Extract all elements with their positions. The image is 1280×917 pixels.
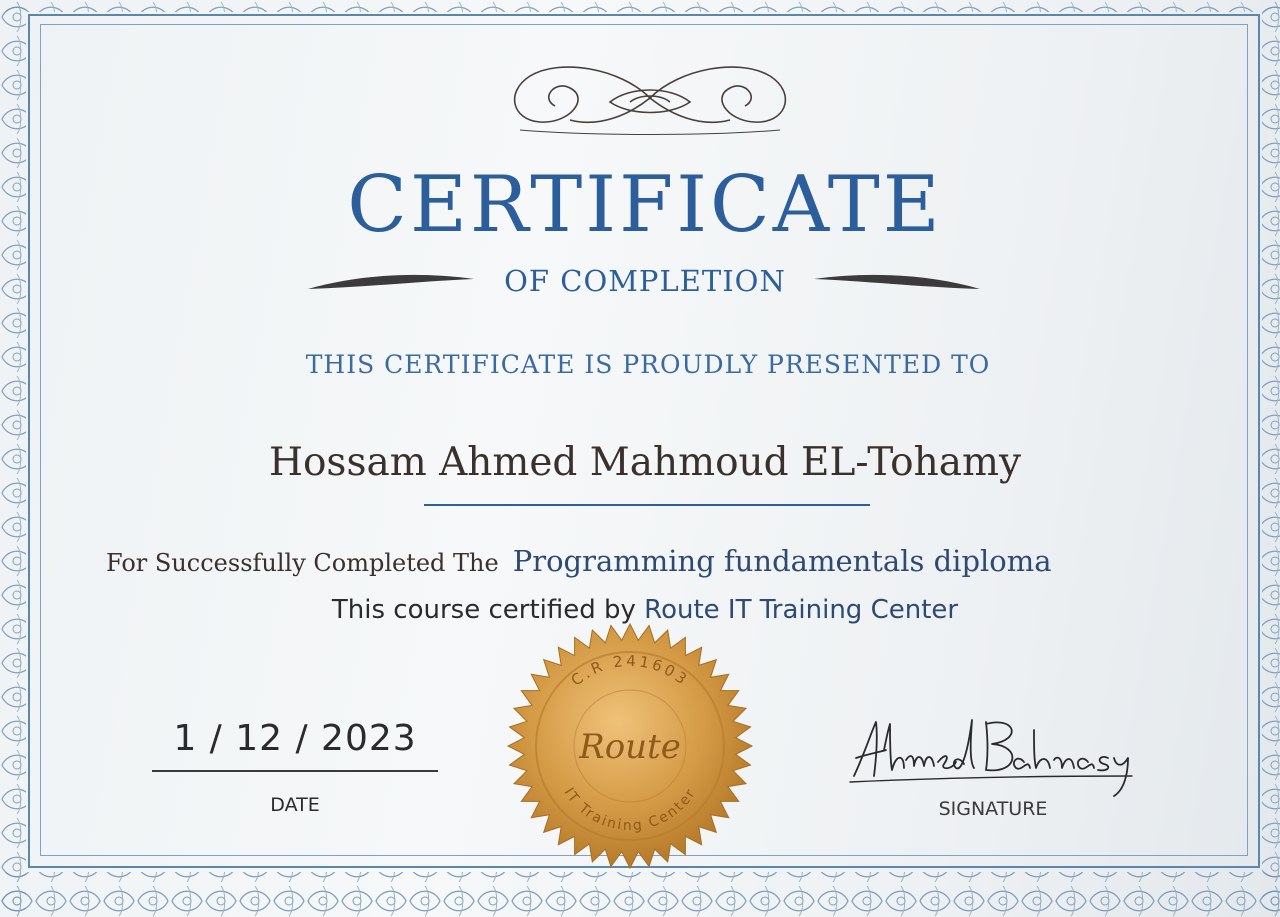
seal-bottom-text: IT Training Center: [560, 785, 700, 835]
certified-prefix: This course certified by: [331, 595, 636, 625]
recipient-name: Hossam Ahmed Mahmoud EL-Tohamy: [268, 440, 1022, 485]
top-flourish-ornament: [500, 58, 800, 140]
date-label: DATE: [270, 794, 320, 816]
completion-statement: [106, 544, 1236, 578]
certificate-subtitle: OF COMPLETION: [504, 264, 786, 298]
certificate-title: CERTIFICATE: [347, 160, 943, 250]
gold-seal: [506, 622, 754, 870]
seal-center-text: Route: [579, 727, 681, 767]
training-center-name: Route IT Training Center: [644, 595, 959, 625]
presented-to-heading: THIS CERTIFICATE IS PROUDLY PRESENTED TO: [305, 350, 991, 379]
completion-prefix: For Successfully Completed The: [106, 549, 499, 577]
name-underline: [424, 504, 870, 506]
signature-label: SIGNATURE: [938, 798, 1048, 820]
certification-statement: [0, 595, 1280, 625]
date-underline: [152, 770, 438, 772]
certificate-date: 1 / 12 / 2023: [173, 718, 417, 759]
handwritten-signature: [846, 710, 1136, 802]
right-swash-ornament: [812, 265, 982, 301]
seal-outer-text: C.R 241603: [567, 651, 693, 690]
course-name: Programming fundamentals diploma: [512, 544, 1052, 578]
